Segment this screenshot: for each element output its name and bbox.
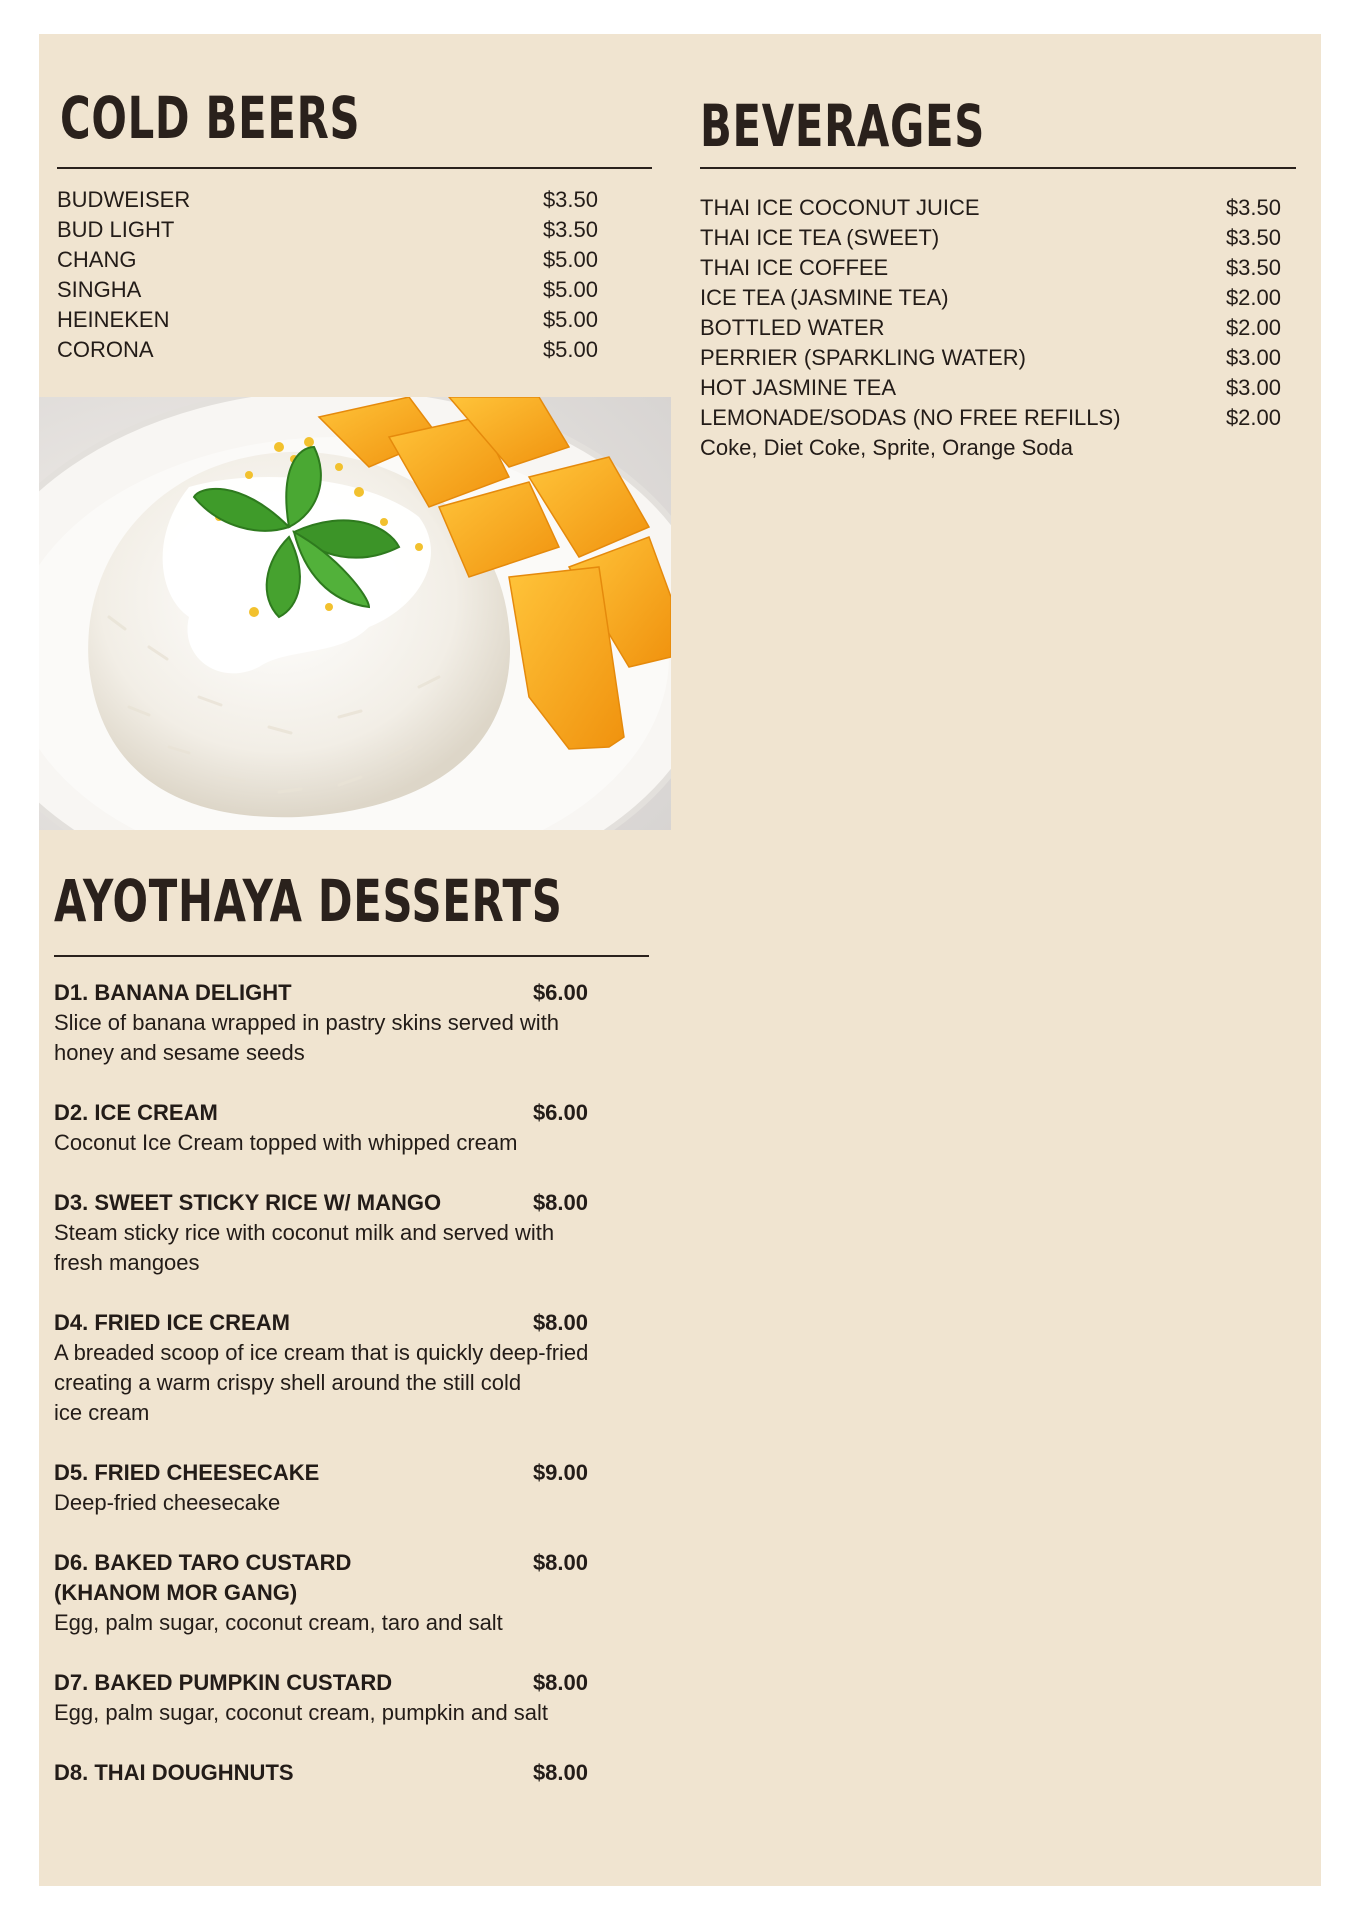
- dessert-name: D2. ICE CREAM: [54, 1100, 218, 1125]
- beverage-row: [700, 343, 1281, 373]
- item-price: $2.00: [1225, 285, 1281, 310]
- item-price: $3.50: [542, 217, 598, 242]
- dessert-price: $9.00: [532, 1460, 588, 1485]
- beverage-row: [700, 223, 1281, 253]
- dessert-header: [54, 1458, 588, 1488]
- item-price: $3.50: [1225, 225, 1281, 250]
- cold-beers-divider: [57, 167, 652, 169]
- beverages-title: BEVERAGES: [700, 92, 986, 160]
- beverage-row: [700, 283, 1281, 313]
- dessert-subtitle: (KHANOM MOR GANG): [54, 1580, 298, 1605]
- dessert-name: D6. BAKED TARO CUSTARD: [54, 1550, 352, 1575]
- item-name: THAI ICE COCONUT JUICE: [700, 195, 980, 220]
- dessert-description-line: Steam sticky rice with coconut milk and served with: [54, 1220, 555, 1245]
- beer-row: [57, 305, 598, 335]
- beer-row: [57, 215, 598, 245]
- dessert-item: [54, 1098, 644, 1158]
- item-price: $2.00: [1225, 315, 1281, 340]
- item-price: $5.00: [542, 337, 598, 362]
- desserts-divider: [54, 955, 649, 957]
- dessert-item: [54, 1668, 644, 1728]
- item-name: ICE TEA (JASMINE TEA): [700, 285, 949, 310]
- soda-options-note: Coke, Diet Coke, Sprite, Orange Soda: [700, 435, 1073, 460]
- dessert-item: [54, 1758, 644, 1788]
- dessert-description-line: Coconut Ice Cream topped with whipped cream: [54, 1130, 518, 1155]
- dessert-price: $8.00: [532, 1190, 588, 1215]
- dessert-description-line: honey and sesame seeds: [54, 1040, 305, 1065]
- desserts-title: AYOTHAYA DESSERTS: [54, 867, 563, 935]
- dessert-item: [54, 1188, 644, 1278]
- item-name: CHANG: [57, 247, 137, 272]
- beer-row: [57, 335, 598, 365]
- desserts-list: [54, 978, 644, 1818]
- beverage-row: [700, 253, 1281, 283]
- beverage-row: [700, 403, 1281, 433]
- dessert-name: D3. SWEET STICKY RICE W/ MANGO: [54, 1190, 442, 1215]
- item-price: $2.00: [1225, 405, 1281, 430]
- item-name: PERRIER (SPARKLING WATER): [700, 345, 1026, 370]
- dessert-name: D7. BAKED PUMPKIN CUSTARD: [54, 1670, 393, 1695]
- item-name: LEMONADE/SODAS (NO FREE REFILLS): [700, 405, 1121, 430]
- item-price: $3.50: [1225, 255, 1281, 280]
- dessert-name: D4. FRIED ICE CREAM: [54, 1310, 290, 1335]
- dessert-name: D8. THAI DOUGHNUTS: [54, 1760, 294, 1785]
- item-name: BUD LIGHT: [57, 217, 175, 242]
- dessert-header: [54, 1758, 588, 1788]
- dessert-header: [54, 1098, 588, 1128]
- beverages-divider: [700, 167, 1296, 169]
- item-name: THAI ICE TEA (SWEET): [700, 225, 940, 250]
- beverage-row: [700, 193, 1281, 223]
- item-name: BOTTLED WATER: [700, 315, 885, 340]
- item-name: HEINEKEN: [57, 307, 170, 332]
- item-name: BUDWEISER: [57, 187, 191, 212]
- dessert-description-line: ice cream: [54, 1400, 150, 1425]
- cold-beers-list: [57, 185, 598, 365]
- item-price: $5.00: [542, 307, 598, 332]
- dessert-name: D5. FRIED CHEESECAKE: [54, 1460, 320, 1485]
- beer-row: [57, 245, 598, 275]
- dessert-header: [54, 1548, 588, 1578]
- dessert-item: [54, 1548, 644, 1638]
- dessert-price: $6.00: [532, 1100, 588, 1125]
- dessert-description-line: A breaded scoop of ice cream that is quickly deep-fried: [54, 1340, 589, 1365]
- beverage-row: [700, 313, 1281, 343]
- item-name: HOT JASMINE TEA: [700, 375, 897, 400]
- dessert-price: $8.00: [532, 1670, 588, 1695]
- dessert-item: [54, 1458, 644, 1518]
- item-name: THAI ICE COFFEE: [700, 255, 889, 280]
- dessert-description-line: Deep-fried cheesecake: [54, 1490, 281, 1515]
- mango-sticky-rice-photo: [39, 397, 671, 830]
- item-name: SINGHA: [57, 277, 142, 302]
- item-price: $5.00: [542, 247, 598, 272]
- item-price: $5.00: [542, 277, 598, 302]
- dessert-item: [54, 1308, 644, 1428]
- item-price: $3.00: [1225, 345, 1281, 370]
- dessert-header: [54, 1308, 588, 1338]
- item-price: $3.50: [542, 187, 598, 212]
- dessert-description-line: Egg, palm sugar, coconut cream, pumpkin and salt: [54, 1700, 549, 1725]
- dessert-description-line: creating a warm crispy shell around the still cold: [54, 1370, 522, 1395]
- dessert-price: $8.00: [532, 1760, 588, 1785]
- dessert-item: [54, 978, 644, 1068]
- dessert-description-line: Slice of banana wrapped in pastry skins served with: [54, 1010, 560, 1035]
- dessert-price: $8.00: [532, 1310, 588, 1335]
- beer-row: [57, 275, 598, 305]
- dessert-name: D1. BANANA DELIGHT: [54, 980, 292, 1005]
- item-name: CORONA: [57, 337, 154, 362]
- item-price: $3.00: [1225, 375, 1281, 400]
- beer-row: [57, 185, 598, 215]
- dessert-header: [54, 1668, 588, 1698]
- dessert-header: [54, 1188, 588, 1218]
- dessert-header: [54, 978, 588, 1008]
- beverage-row: [700, 373, 1281, 403]
- dessert-description-line: fresh mangoes: [54, 1250, 200, 1275]
- dessert-description-line: Egg, palm sugar, coconut cream, taro and salt: [54, 1610, 503, 1635]
- item-price: $3.50: [1225, 195, 1281, 220]
- cold-beers-title: COLD BEERS: [60, 84, 361, 152]
- dessert-price: $8.00: [532, 1550, 588, 1575]
- beverages-list: [700, 193, 1281, 463]
- dessert-price: $6.00: [532, 980, 588, 1005]
- menu-page: [39, 34, 1321, 1886]
